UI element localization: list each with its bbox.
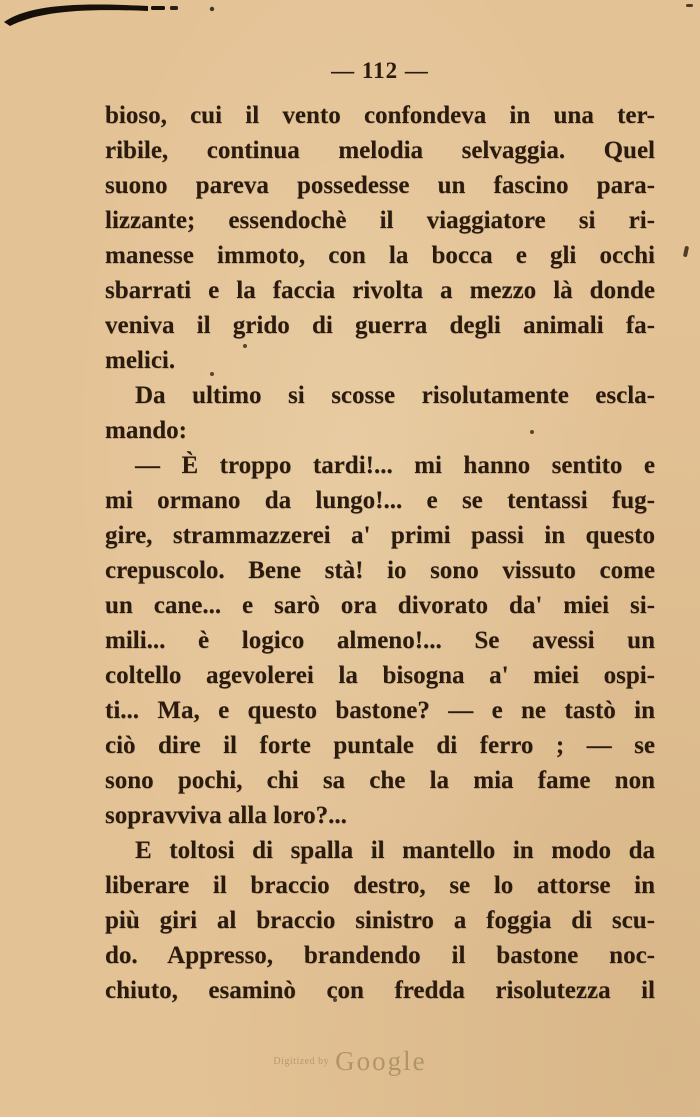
digitized-by-label: Digitized by [273,1056,330,1067]
text-line: ciò dire il forte puntale di ferro ; — se [105,732,655,759]
edge-mark [683,246,689,258]
text-line: crepuscolo. Bene stà! io sono vissuto come [105,557,655,584]
text-line: E toltosi di spalla il mantello in modo da [135,837,655,864]
google-logo: Google [335,1046,427,1076]
scan-artifact [0,0,240,30]
text-line: veniva il grido di guerra degli animali fa- [105,312,655,339]
text-line: sbarrati e la faccia rivolta a mezzo là donde [105,277,655,304]
text-line: suono pareva possedesse un fascino para- [105,172,655,199]
text-line: lizzante; essendochè il viaggiatore si ri- [105,207,655,234]
page-number: — 112 — [331,58,429,83]
text-line: un cane... e sarò ora divorato da' miei si- [105,592,655,619]
text-line: più giri al braccio sinistro a foggia di scu- [105,907,655,934]
text-line: chiuto, esaminò con fredda risolutezza il [105,977,655,1004]
page-text [105,98,655,1008]
text-line: ribile, continua melodia selvaggia. Quel [105,137,655,164]
text-line: Da ultimo si scosse risolutamente escla- [135,382,655,409]
text-line: gire, strammazzerei a' primi passi in questo [105,522,655,549]
text-line: ti... Ma, e questo bastone? — e ne tastò in [105,697,655,724]
text-line: coltello agevolerei la bisogna a' miei ospi- [105,662,655,689]
text-line: melici. [105,347,176,374]
text-line: liberare il braccio destro, se lo attorse in [105,872,655,899]
text-line: mando: [105,417,187,444]
text-line: bioso, cui il vento confondeva in una ter- [105,102,655,129]
text-line: manesse immoto, con la bocca e gli occhi [105,242,655,269]
text-line: — È troppo tardi!... mi hanno sentito e [135,452,655,479]
text-line: mili... è logico almeno!... Se avessi un [105,627,655,654]
text-line: sono pochi, chi sa che la mia fame non [105,767,655,794]
edge-mark [686,4,693,7]
text-line: mi ormano da lungo!... e se tentassi fug- [105,487,655,514]
text-line: do. Appresso, brandendo il bastone noc- [105,942,655,969]
google-watermark [0,1046,700,1077]
text-line: sopravviva alla loro?... [105,802,347,829]
